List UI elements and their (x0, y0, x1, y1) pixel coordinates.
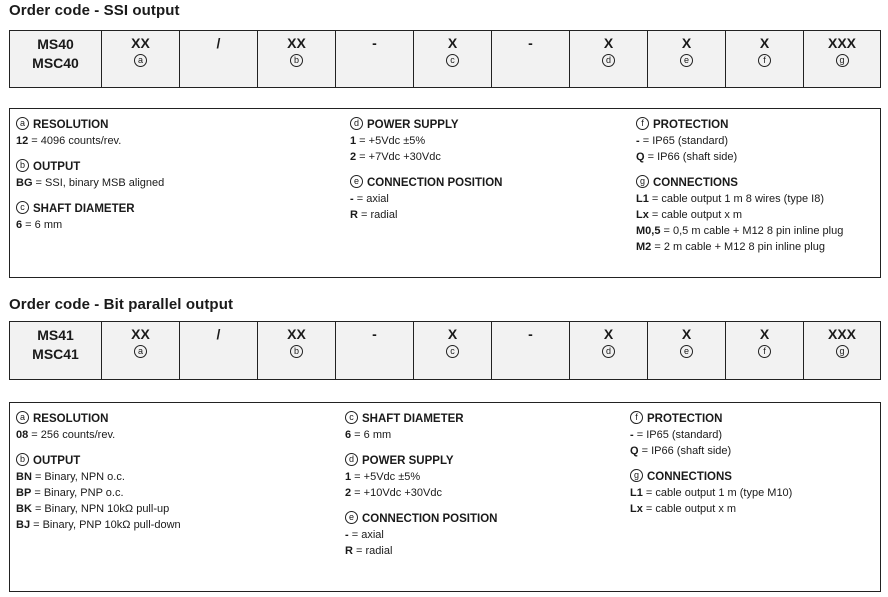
code-position-d (570, 322, 648, 379)
option-description: = 256 counts/rev. (28, 429, 116, 441)
option-code: 08 (16, 429, 29, 441)
option-description: = axial (348, 529, 384, 541)
connection-position-group (350, 175, 620, 223)
group-heading (345, 511, 615, 527)
group-title: CONNECTION POSITION (362, 513, 498, 525)
option-line (636, 149, 876, 165)
code-value: X (681, 326, 692, 342)
model-cell (10, 31, 102, 87)
code-value: XXX (827, 35, 856, 51)
ssi-section-title: Order code - SSI output (9, 2, 180, 19)
option-description: = +5Vdc ±5% (351, 471, 421, 483)
option-line (16, 133, 336, 149)
ssi-order-code-table (9, 30, 881, 88)
code-position-separator (180, 322, 258, 379)
option-description: = IP65 (standard) (633, 429, 723, 441)
option-code: 2 (350, 151, 357, 163)
group-heading (16, 453, 336, 469)
option-line (16, 501, 336, 517)
model-line-2: MSC40 (32, 55, 79, 71)
code-value: X (603, 326, 614, 342)
group-title: PROTECTION (653, 119, 729, 131)
option-description: = 2 m cable + M12 8 pin inline plug (651, 241, 825, 253)
connections-group (636, 175, 876, 255)
code-value: X (681, 35, 692, 51)
group-heading (345, 411, 615, 427)
option-line (350, 149, 620, 165)
option-line (350, 133, 620, 149)
option-line (636, 207, 876, 223)
option-code: - (345, 529, 349, 541)
circled-letter-marker: g (636, 175, 649, 188)
parallel-col-1 (16, 411, 336, 533)
shaft-diameter-group (345, 411, 615, 443)
code-position-e (648, 322, 726, 379)
circled-letter-marker: f (758, 54, 771, 67)
code-position-c (414, 322, 492, 379)
option-code: 1 (350, 135, 357, 147)
option-code: L1 (636, 193, 649, 205)
group-title: OUTPUT (33, 161, 81, 173)
model-line-2: MSC41 (32, 346, 79, 362)
option-line (345, 527, 615, 543)
group-heading (350, 175, 620, 191)
option-description: = 6 mm (351, 429, 392, 441)
code-position-a (102, 31, 180, 87)
code-position-separator (492, 31, 570, 87)
group-title: CONNECTION POSITION (367, 177, 503, 189)
code-value: X (603, 35, 614, 51)
option-description: = +10Vdc +30Vdc (351, 487, 442, 499)
parallel-order-code-table (9, 321, 881, 380)
code-value: - (528, 35, 533, 51)
option-code: L1 (630, 487, 643, 499)
code-value: / (216, 326, 221, 342)
option-description: = SSI, binary MSB aligned (32, 177, 165, 189)
ssi-col-1 (16, 117, 336, 233)
circled-letter-marker: d (345, 453, 358, 466)
code-value: - (528, 326, 533, 342)
option-code: 12 (16, 135, 29, 147)
code-position-separator (492, 322, 570, 379)
option-line (16, 175, 336, 191)
option-description: = +5Vdc ±5% (356, 135, 426, 147)
group-heading (16, 201, 336, 217)
option-code: Lx (630, 503, 643, 515)
circled-letter-marker: g (836, 54, 849, 67)
code-value: XXX (827, 326, 856, 342)
model-line-1: MS40 (37, 36, 74, 52)
option-description: = cable output 1 m 8 wires (type I8) (648, 193, 825, 205)
option-code: 6 (16, 219, 23, 231)
circled-letter-marker: b (290, 54, 303, 67)
option-line (636, 133, 876, 149)
group-title: PROTECTION (647, 413, 723, 425)
option-description: = 0,5 m cable + M12 8 pin inline plug (660, 225, 844, 237)
output-group (16, 453, 336, 533)
option-code: 2 (345, 487, 352, 499)
code-position-g (804, 31, 880, 87)
group-heading (16, 411, 336, 427)
model-line-1: MS41 (37, 327, 74, 343)
code-value: X (759, 326, 770, 342)
circled-letter-marker: f (636, 117, 649, 130)
group-heading (345, 453, 615, 469)
option-description: = IP66 (shaft side) (638, 445, 732, 457)
circled-letter-marker: c (446, 345, 459, 358)
option-code: 6 (345, 429, 352, 441)
code-position-f (726, 31, 804, 87)
option-description: = axial (353, 193, 389, 205)
option-code: - (630, 429, 634, 441)
code-position-b (258, 31, 336, 87)
option-description: = Binary, PNP o.c. (31, 487, 124, 499)
option-description: = 4096 counts/rev. (28, 135, 122, 147)
group-title: POWER SUPPLY (367, 119, 459, 131)
group-title: SHAFT DIAMETER (33, 203, 135, 215)
code-position-d (570, 31, 648, 87)
code-value: XX (131, 35, 150, 51)
option-line (350, 191, 620, 207)
code-position-c (414, 31, 492, 87)
protection-group (636, 117, 876, 165)
option-description: = IP65 (standard) (639, 135, 729, 147)
circled-letter-marker: f (630, 411, 643, 424)
ssi-col-3 (636, 117, 876, 255)
option-code: Q (636, 151, 645, 163)
option-line (630, 485, 875, 501)
option-line (16, 427, 336, 443)
connection-position-group (345, 511, 615, 559)
code-value: XX (131, 326, 150, 342)
option-description: = radial (357, 209, 398, 221)
output-group (16, 159, 336, 191)
circled-letter-marker: e (350, 175, 363, 188)
option-code: BK (16, 503, 32, 515)
option-description: = IP66 (shaft side) (644, 151, 738, 163)
parallel-description-box (9, 402, 881, 592)
circled-letter-marker: b (290, 345, 303, 358)
group-title: RESOLUTION (33, 119, 109, 131)
circled-letter-marker: c (345, 411, 358, 424)
group-title: CONNECTIONS (653, 177, 738, 189)
option-description: = cable output x m (648, 209, 743, 221)
option-line (630, 427, 875, 443)
option-code: - (636, 135, 640, 147)
group-heading (350, 117, 620, 133)
option-description: = Binary, NPN o.c. (31, 471, 125, 483)
option-code: BP (16, 487, 32, 499)
circled-letter-marker: e (680, 345, 693, 358)
option-code: BJ (16, 519, 31, 531)
code-value: X (759, 35, 770, 51)
shaft-diameter-group (16, 201, 336, 233)
code-value: X (447, 326, 458, 342)
circled-letter-marker: b (16, 159, 29, 172)
circled-letter-marker: f (758, 345, 771, 358)
group-heading (636, 175, 876, 191)
option-line (345, 427, 615, 443)
code-position-b (258, 322, 336, 379)
group-title: CONNECTIONS (647, 471, 732, 483)
option-line (16, 485, 336, 501)
code-position-g (804, 322, 880, 379)
group-title: RESOLUTION (33, 413, 109, 425)
circled-letter-marker: d (350, 117, 363, 130)
option-line (345, 485, 615, 501)
group-heading (630, 469, 875, 485)
ssi-col-2 (350, 117, 620, 223)
option-code: Lx (636, 209, 649, 221)
code-value: - (372, 35, 377, 51)
option-line (16, 517, 336, 533)
connections-group (630, 469, 875, 517)
option-line (350, 207, 620, 223)
protection-group (630, 411, 875, 459)
option-line (636, 239, 876, 255)
circled-letter-marker: g (630, 469, 643, 482)
group-heading (16, 117, 336, 133)
circled-letter-marker: a (16, 411, 29, 424)
option-code: BG (16, 177, 33, 189)
code-position-separator (336, 31, 414, 87)
circled-letter-marker: a (134, 54, 147, 67)
power-supply-group (350, 117, 620, 165)
resolution-group (16, 411, 336, 443)
option-description: = 6 mm (22, 219, 63, 231)
circled-letter-marker: a (16, 117, 29, 130)
group-heading (636, 117, 876, 133)
group-heading (630, 411, 875, 427)
circled-letter-marker: e (680, 54, 693, 67)
group-title: POWER SUPPLY (362, 455, 454, 467)
option-line (630, 501, 875, 517)
code-position-a (102, 322, 180, 379)
option-line (636, 191, 876, 207)
option-code: R (350, 209, 358, 221)
option-line (16, 217, 336, 233)
option-code: Q (630, 445, 639, 457)
circled-letter-marker: g (836, 345, 849, 358)
parallel-col-3 (630, 411, 875, 517)
code-value: XX (287, 326, 306, 342)
option-code: M2 (636, 241, 652, 253)
circled-letter-marker: c (16, 201, 29, 214)
code-position-separator (180, 31, 258, 87)
circled-letter-marker: b (16, 453, 29, 466)
option-code: 1 (345, 471, 352, 483)
option-description: = cable output x m (642, 503, 737, 515)
circled-letter-marker: c (446, 54, 459, 67)
option-line (630, 443, 875, 459)
option-description: = radial (352, 545, 393, 557)
option-description: = cable output 1 m (type M10) (642, 487, 793, 499)
circled-letter-marker: d (602, 54, 615, 67)
code-value: / (216, 35, 221, 51)
code-position-f (726, 322, 804, 379)
code-value: - (372, 326, 377, 342)
option-line (345, 469, 615, 485)
code-position-e (648, 31, 726, 87)
group-title: SHAFT DIAMETER (362, 413, 464, 425)
circled-letter-marker: a (134, 345, 147, 358)
resolution-group (16, 117, 336, 149)
option-line (16, 469, 336, 485)
option-code: BN (16, 471, 32, 483)
option-description: = +7Vdc +30Vdc (356, 151, 441, 163)
parallel-col-2 (345, 411, 615, 559)
code-value: X (447, 35, 458, 51)
option-code: R (345, 545, 353, 557)
circled-letter-marker: e (345, 511, 358, 524)
option-line (345, 543, 615, 559)
circled-letter-marker: d (602, 345, 615, 358)
option-description: = Binary, NPN 10kΩ pull-up (31, 503, 170, 515)
parallel-section-title: Order code - Bit parallel output (9, 296, 234, 313)
group-title: OUTPUT (33, 455, 81, 467)
option-code: M0,5 (636, 225, 661, 237)
option-line (636, 223, 876, 239)
option-code: - (350, 193, 354, 205)
code-position-separator (336, 322, 414, 379)
code-value: XX (287, 35, 306, 51)
group-heading (16, 159, 336, 175)
ssi-description-box (9, 108, 881, 278)
option-description: = Binary, PNP 10kΩ pull-down (30, 519, 181, 531)
model-cell (10, 322, 102, 379)
power-supply-group (345, 453, 615, 501)
